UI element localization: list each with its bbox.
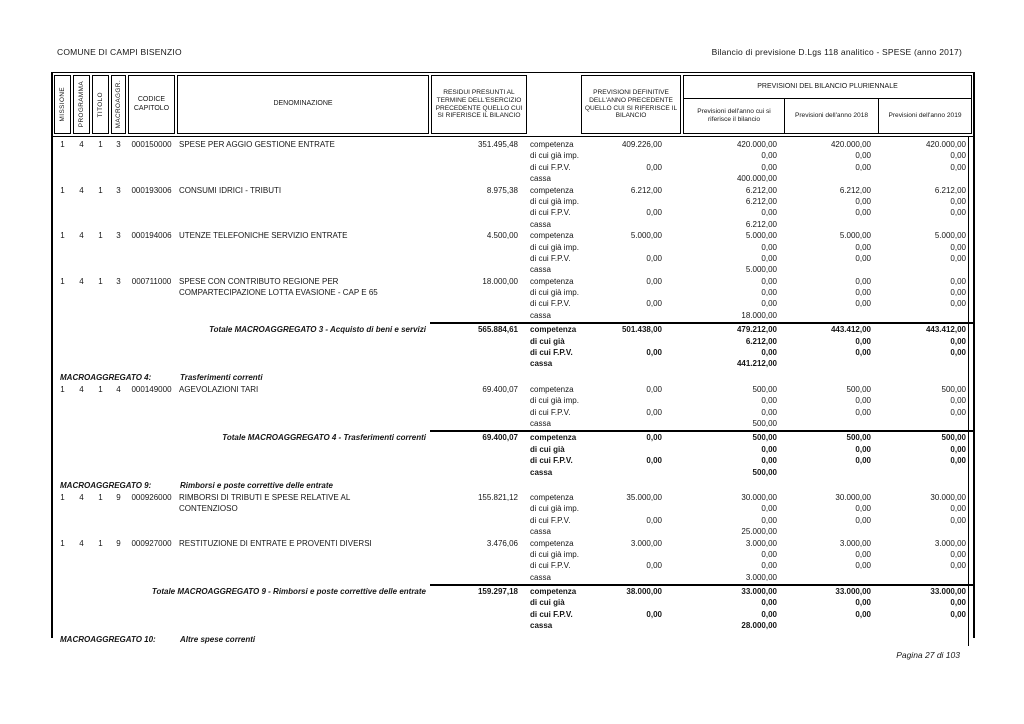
total-label: Totale MACROAGGREGATO 4 - Trasferimenti correnti: [222, 433, 426, 443]
amount-anno-2019: 443.412,00 0,00 0,00: [925, 325, 966, 358]
table-row: [53, 384, 973, 430]
macroaggregato-number: MACROAGGREGATO 9:: [60, 480, 152, 490]
amount-anno-2019: 30.000,00 0,00 0,00: [930, 492, 966, 525]
macroaggregato-code: 9: [116, 538, 121, 548]
amount-anno-riferimento: 5.000,00 0,00 0,00 5.000,00: [745, 231, 777, 275]
macroaggregato-code: 3: [116, 185, 121, 195]
amount-anno-2019: 500,00 0,00 0,00: [941, 384, 966, 417]
amount-anno-riferimento: 500,00 0,00 0,00 500,00: [752, 433, 777, 477]
amount-anno-2019: 3.000,00 0,00 0,00: [934, 538, 966, 571]
total-row: [53, 432, 973, 478]
missione-code: 1: [60, 384, 65, 394]
amount-anno-2018: 0,00 0,00 0,00: [855, 276, 871, 309]
phase-labels: competenza di cui già imp. di cui F.P.V. cassa: [530, 492, 579, 537]
amount-prev-definitive: 409.226,00 0,00: [621, 140, 662, 172]
amount-anno-2018: 443.412,00 0,00 0,00: [830, 325, 871, 358]
programma-code: 4: [79, 140, 84, 149]
phase-labels: competenza di cui già di cui F.P.V. cassa: [530, 325, 577, 369]
missione-code: 1: [60, 140, 65, 149]
phase-labels: competenza di cui già imp. di cui F.P.V. cassa: [530, 140, 579, 184]
missione-code: 1: [60, 538, 65, 548]
header-anno-2019: Previsioni dell'anno 2019: [878, 99, 971, 133]
residui-value: 69.400,07: [482, 384, 518, 394]
header-titolo-label: TITOLO: [96, 91, 104, 118]
macroaggregato-heading: [53, 479, 973, 492]
amount-anno-riferimento: 420.000,00 0,00 0,00 400.000,00: [736, 140, 777, 184]
phase-labels: competenza di cui già di cui F.P.V. cassa: [530, 587, 577, 631]
header-macroaggr: [111, 75, 126, 134]
amount-anno-2018: 5.000,00 0,00 0,00: [839, 231, 871, 263]
amount-anno-riferimento: 33.000,00 0,00 0,00 28.000,00: [741, 587, 777, 631]
amount-prev-definitive: 501.438,00 0,00: [621, 325, 662, 358]
macroaggregato-heading: [53, 371, 973, 384]
table-body: [53, 137, 973, 646]
titolo-code: 1: [98, 538, 103, 548]
codice-capitolo: 000149000: [131, 384, 172, 394]
header-programma-label: PROGRAMMA: [77, 81, 85, 128]
table-row: [53, 492, 973, 538]
amount-anno-2019: 33.000,00 0,00 0,00: [930, 587, 966, 619]
macroaggregato-heading: [53, 633, 973, 646]
amount-anno-2019: 6.212,00 0,00 0,00: [934, 185, 966, 218]
titolo-code: 1: [98, 231, 103, 241]
total-row: [53, 586, 973, 632]
titolo-code: 1: [98, 140, 103, 149]
amount-anno-2018: 500,00 0,00 0,00: [846, 433, 871, 466]
header-missione: [54, 75, 71, 134]
header-anno-riferimento: Previsioni dell'anno cui si riferisce il bilancio: [697, 107, 771, 123]
programma-code: 4: [79, 276, 84, 286]
missione-code: 1: [60, 276, 65, 286]
page-number: Pagina 27 di 103: [896, 650, 960, 660]
total-row: [53, 324, 973, 370]
phase-labels: competenza di cui già di cui F.P.V. cassa: [530, 433, 577, 477]
residui-value: 159.297,18: [477, 587, 518, 597]
table-header: [53, 73, 973, 137]
macroaggregato-number: MACROAGGREGATO 4:: [60, 372, 152, 382]
amount-prev-definitive: 6.212,00 0,00: [630, 185, 662, 218]
amount-anno-2019: 500,00 0,00 0,00: [941, 433, 966, 466]
macroaggregato-title: Altre spese correnti: [180, 634, 256, 644]
header-programma: [73, 75, 90, 134]
amount-anno-riferimento: 30.000,00 0,00 0,00 25.000,00: [741, 492, 777, 537]
header-pluriennale-years: [684, 99, 971, 133]
header-macroaggr-label: MACROAGGR.: [114, 80, 122, 129]
amount-anno-2018: 500,00 0,00 0,00: [846, 384, 871, 417]
macroaggregato-code: 3: [116, 276, 121, 286]
amount-anno-2019: 420.000,00 0,00 0,00: [925, 140, 966, 172]
amount-prev-definitive: 0,00 0,00: [646, 433, 662, 466]
programma-code: 4: [79, 231, 84, 241]
table-row: [53, 139, 973, 185]
amount-anno-2019: 5.000,00 0,00 0,00: [934, 231, 966, 263]
amount-anno-2018: 30.000,00 0,00 0,00: [835, 492, 871, 525]
document-title-left: COMUNE DI CAMPI BISENZIO: [57, 47, 182, 57]
header-anno-2018: Previsioni dell'anno 2018: [784, 99, 878, 133]
codice-capitolo: 000927000: [131, 538, 172, 548]
missione-code: 1: [60, 231, 65, 241]
amount-anno-2018: 33.000,00 0,00 0,00: [835, 587, 871, 619]
missione-code: 1: [60, 185, 65, 195]
residui-value: 3.476,06: [486, 538, 518, 548]
codice-capitolo: 000711000: [131, 276, 172, 286]
amount-prev-definitive: 0,00 0,00: [646, 384, 662, 417]
header-residui: RESIDUI PRESUNTI AL TERMINE DELL'ESERCIZIO PRECEDENTE QUELLO CUI SI RIFERISCE IL BILANCIO: [431, 75, 527, 134]
header-previsioni-definitive: PREVISIONI DEFINITIVE DELL'ANNO PRECEDENTE QUELLO CUI SI RIFERISCE IL BILANCIO: [581, 75, 681, 134]
macroaggregato-title: Rimborsi e poste correttive delle entrate: [180, 480, 333, 490]
denominazione: UTENZE TELEFONICHE SERVIZIO ENTRATE: [179, 231, 348, 241]
codice-capitolo: 000193006: [131, 185, 172, 195]
table-row: [53, 230, 973, 276]
header-codice-capitolo: CODICE CAPITOLO: [128, 75, 175, 134]
denominazione: CONSUMI IDRICI - TRIBUTI: [179, 185, 282, 195]
residui-value: 4.500,00: [486, 231, 518, 241]
total-label: Totale MACROAGGREGATO 9 - Rimborsi e poste correttive delle entrate: [151, 587, 426, 597]
residui-value: 8.975,38: [486, 185, 518, 195]
titolo-code: 1: [98, 185, 103, 195]
phase-labels: competenza di cui già imp. di cui F.P.V. cassa: [530, 231, 579, 275]
phase-labels: competenza di cui già imp. di cui F.P.V. cassa: [530, 538, 579, 582]
amount-prev-definitive: 35.000,00 0,00: [626, 492, 662, 525]
phase-labels: competenza di cui già imp. di cui F.P.V. cassa: [530, 384, 579, 428]
programma-code: 4: [79, 384, 84, 394]
macroaggregato-code: 9: [116, 492, 121, 502]
amount-anno-2019: 0,00 0,00 0,00: [950, 276, 966, 309]
missione-code: 1: [60, 492, 65, 502]
table-row: [53, 185, 973, 231]
macroaggregato-number: MACROAGGREGATO 10:: [60, 634, 156, 644]
programma-code: 4: [79, 492, 84, 502]
total-label: Totale MACROAGGREGATO 3 - Acquisto di beni e servizi: [209, 325, 426, 335]
amount-prev-definitive: 5.000,00 0,00: [630, 231, 662, 263]
header-missione-label: MISSIONE: [58, 87, 66, 122]
codice-capitolo: 000926000: [131, 492, 172, 502]
amount-anno-2018: 6.212,00 0,00 0,00: [839, 185, 871, 218]
denominazione: RIMBORSI DI TRIBUTI E SPESE RELATIVE AL CONTENZIOSO: [179, 492, 351, 514]
document-title-right: Bilancio di previsione D.Lgs 118 analitico - SPESE (anno 2017): [711, 47, 962, 57]
titolo-code: 1: [98, 384, 103, 394]
denominazione: RESTITUZIONE DI ENTRATE E PROVENTI DIVERSI: [179, 538, 372, 548]
phase-labels: competenza di cui già imp. di cui F.P.V. cassa: [530, 185, 579, 229]
residui-value: 155.821,12: [477, 492, 518, 502]
amount-anno-riferimento: 3.000,00 0,00 0,00 3.000,00: [745, 538, 777, 582]
amount-anno-2018: 3.000,00 0,00 0,00: [839, 538, 871, 571]
table-inner-right-border: [968, 137, 969, 646]
residui-value: 351.495,48: [477, 140, 518, 149]
codice-capitolo: 000150000: [131, 140, 172, 149]
programma-code: 4: [79, 185, 84, 195]
amount-prev-definitive: 38.000,00 0,00: [626, 587, 662, 619]
residui-value: 565.884,61: [477, 325, 518, 335]
phase-labels: competenza di cui già imp. di cui F.P.V. cassa: [530, 276, 579, 320]
codice-capitolo: 000194006: [131, 231, 172, 241]
amount-prev-definitive: 3.000,00 0,00: [630, 538, 662, 571]
macroaggregato-title: Trasferimenti correnti: [180, 372, 263, 382]
titolo-code: 1: [98, 276, 103, 286]
macroaggregato-code: 3: [116, 231, 121, 241]
amount-anno-riferimento: 0,00 0,00 0,00 18.000,00: [741, 276, 777, 320]
amount-prev-definitive: 0,00 0,00: [646, 276, 662, 309]
residui-value: 69.400,07: [482, 433, 518, 443]
table-row: [53, 538, 973, 584]
header-denominazione: DENOMINAZIONE: [177, 75, 429, 134]
header-pluriennale: PREVISIONI DEL BILANCIO PLURIENNALE: [684, 76, 971, 99]
amount-anno-riferimento: 479.212,00 6.212,00 0,00 441.212,00: [736, 325, 777, 369]
titolo-code: 1: [98, 492, 103, 502]
denominazione: SPESE CON CONTRIBUTO REGIONE PER COMPARTECIPAZIONE LOTTA EVASIONE - CAP E 65: [179, 276, 378, 298]
amount-anno-riferimento: 6.212,00 6.212,00 0,00 6.212,00: [745, 185, 777, 229]
header-titolo: [92, 75, 109, 134]
denominazione: AGEVOLAZIONI TARI: [179, 384, 259, 394]
amount-anno-2018: 420.000,00 0,00 0,00: [830, 140, 871, 172]
header-pluriennale-group: [683, 75, 972, 134]
table-row: [53, 276, 973, 322]
budget-table: [51, 72, 975, 644]
amount-anno-riferimento: 500,00 0,00 0,00 500,00: [752, 384, 777, 428]
programma-code: 4: [79, 538, 84, 548]
header-phase-spacer: [528, 73, 580, 136]
macroaggregato-code: 4: [116, 384, 121, 394]
denominazione: SPESE PER AGGIO GESTIONE ENTRATE: [179, 140, 335, 149]
residui-value: 18.000,00: [482, 276, 518, 286]
macroaggregato-code: 3: [116, 140, 121, 149]
